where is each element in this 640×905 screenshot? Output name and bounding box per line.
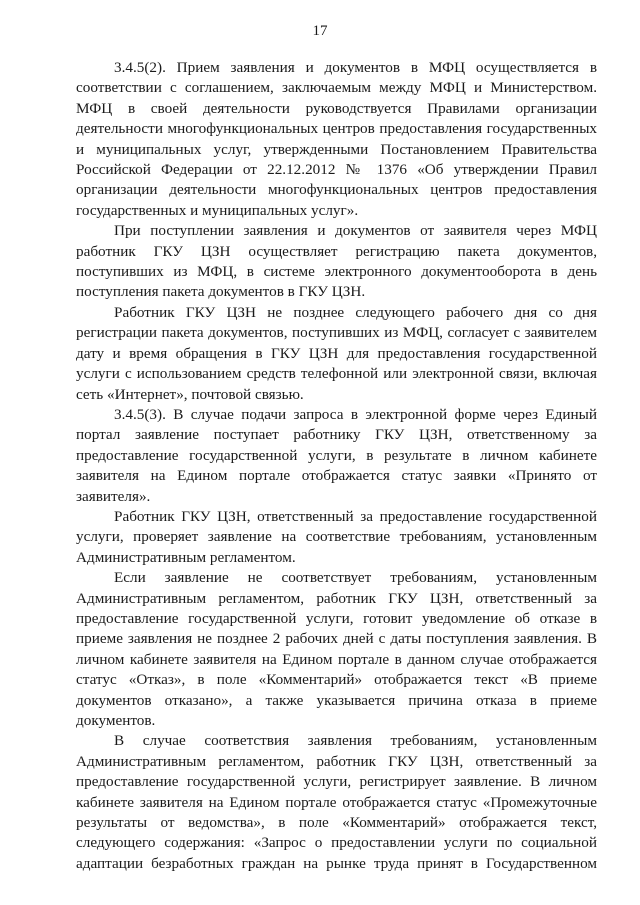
text-line: Если заявление не соответствует требованиям, установленным	[114, 569, 597, 587]
paragraph-check-requirements	[76, 507, 597, 568]
paragraph-3-4-5-3	[76, 405, 597, 507]
text-line: Российской Федерации от 22.12.2012 № 1376 «Об утверждении Правил	[76, 161, 597, 179]
text-line: портал заявление поступает работнику ГКУ ЦЗН, ответственному за	[76, 426, 597, 444]
text-line: заявителя на Едином портале отображается статус заявки «Принято от	[76, 467, 597, 485]
text-line: сеть «Интернет», почтовой связью.	[76, 385, 304, 403]
text-line: и муниципальных услуг, утвержденными Постановлением Правительства	[76, 140, 597, 158]
paragraph-refusal	[76, 568, 597, 731]
text-line: приеме заявления не позднее 2 рабочих дней с даты поступления заявления. В	[76, 630, 597, 648]
text-line: заявителя».	[76, 487, 151, 505]
text-line: адаптации безработных граждан на рынке труда принят в Государственном	[76, 854, 597, 872]
text-line: предоставление государственной услуги, готовит уведомление об отказе в	[76, 609, 597, 627]
text-line: деятельности многофункциональных центров предоставления государственных	[76, 120, 597, 138]
text-line: соответствии с соглашением, заключаемым между МФЦ и Министерством.	[76, 79, 597, 97]
text-line: результаты от ведомства», в поле «Комментарий» отображается текст,	[76, 814, 597, 832]
text-line: поступления пакета документов в ГКУ ЦЗН.	[76, 283, 366, 301]
text-line: личном кабинете заявителя на Едином портале в данном случае отображается	[76, 650, 597, 668]
text-line: регистрации пакета документов, поступивших из МФЦ, согласует с заявителем	[76, 324, 597, 342]
text-line: Административным регламентом.	[76, 548, 296, 566]
page-number: 17	[312, 23, 328, 39]
text-line: работник ГКУ ЦЗН осуществляет регистрацию пакета документов,	[76, 242, 597, 260]
text-line: Административным регламентом, работник ГКУ ЦЗН, ответственный за	[76, 752, 597, 770]
text-line: документов отказано», а также указывается причина отказа в приеме	[76, 691, 597, 709]
paragraph-agree-date	[76, 303, 597, 405]
text-line: предоставление государственной услуги, в результате в личном кабинете	[76, 446, 597, 464]
text-line: 3.4.5(3). В случае подачи запроса в электронной форме через Единый	[114, 405, 597, 423]
text-line: документов.	[76, 712, 156, 729]
document-body	[76, 58, 597, 874]
text-line: При поступлении заявления и документов от заявителя через МФЦ	[114, 222, 597, 240]
text-line: предоставление государственной услуги, регистрирует заявление. В личном	[76, 773, 597, 791]
text-line: государственных и муниципальных услуг».	[76, 201, 359, 219]
text-line: В случае соответствия заявления требованиям, установленным	[114, 732, 597, 750]
text-line: МФЦ в своей деятельности руководствуется Правилами организации	[76, 99, 597, 117]
text-line: Работник ГКУ ЦЗН, ответственный за предоставление государственной	[114, 507, 597, 525]
text-line: Работник ГКУ ЦЗН не позднее следующего рабочего дня со дня	[114, 303, 597, 321]
paragraph-mfc-registration	[76, 221, 597, 303]
paragraph-3-4-5-2	[76, 58, 597, 221]
text-line: кабинете заявителя на Едином портале отображается статус «Промежуточные	[76, 793, 597, 811]
text-line: следующего содержания: «Запрос о предоставлении услуги по социальной	[76, 834, 597, 852]
text-line: статус «Отказ», в поле «Комментарий» отображается текст «В приеме	[76, 671, 597, 689]
text-line: услуги с использованием средств телефонной или электронной связи, включая	[76, 365, 597, 383]
text-line: дату и время обращения в ГКУ ЦЗН для предоставления государственной	[76, 344, 597, 362]
text-line: поступивших из МФЦ, в системе электронного документооборота в день	[76, 263, 597, 281]
paragraph-registration	[76, 731, 597, 874]
text-line: 3.4.5(2). Прием заявления и документов в МФЦ осуществляется в	[114, 59, 597, 76]
text-line: услуги, проверяет заявление на соответствие требованиям, установленным	[76, 528, 597, 546]
text-line: организации деятельности многофункциональных центров предоставления	[76, 181, 597, 199]
text-line: Административным регламентом, работник ГКУ ЦЗН, ответственный за	[76, 589, 597, 607]
